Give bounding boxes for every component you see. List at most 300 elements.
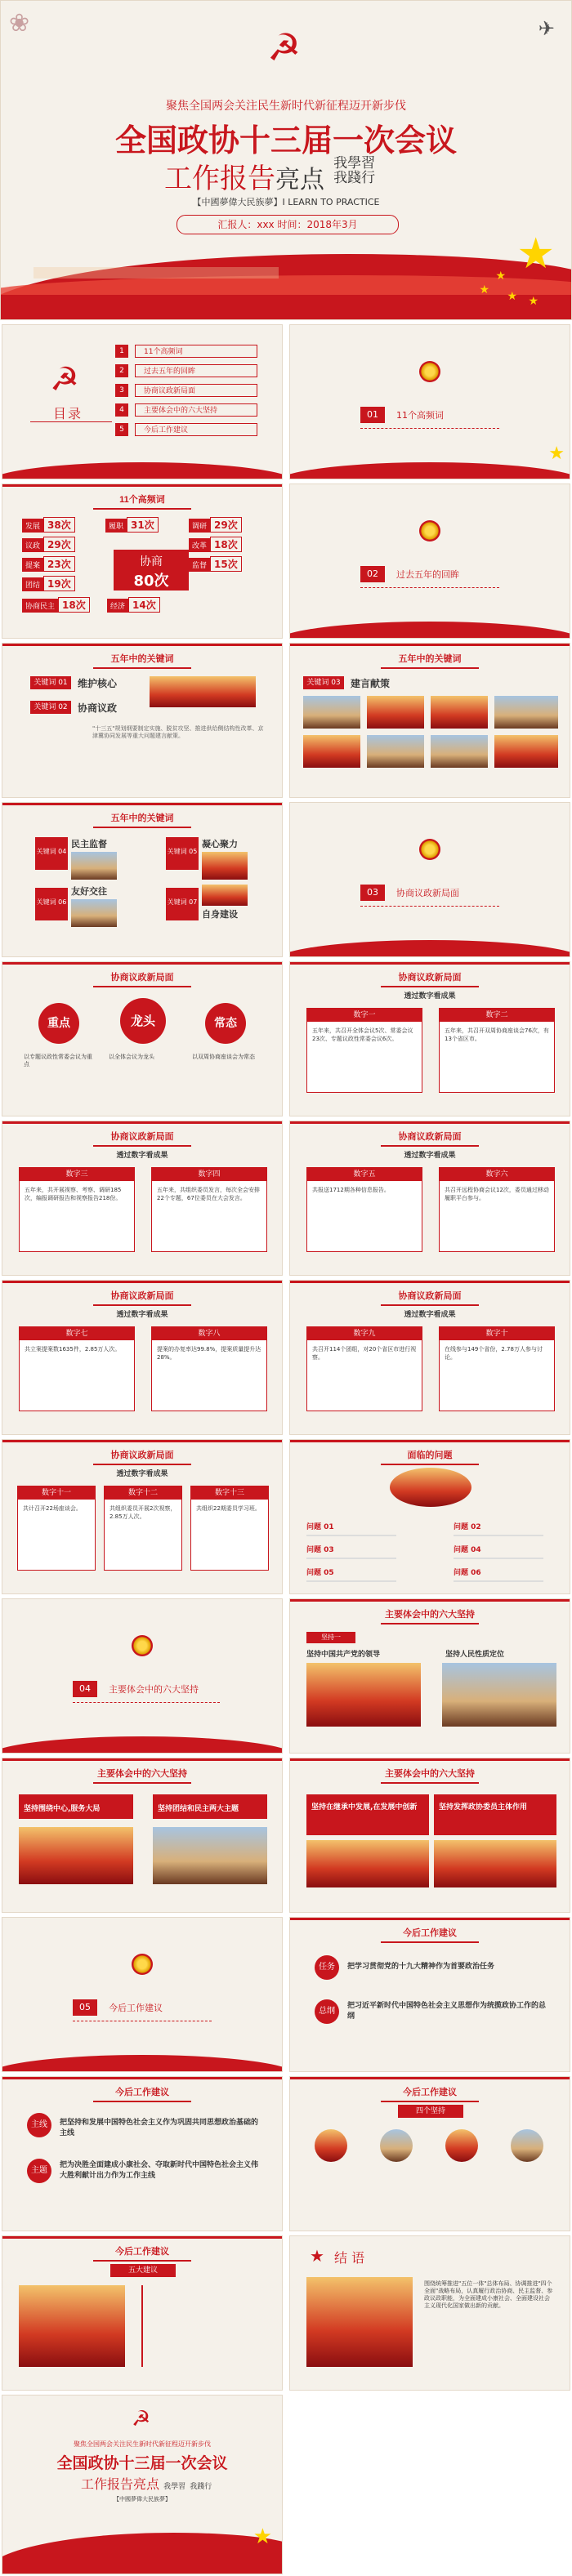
word-cell <box>107 597 185 612</box>
word-key: 调研 <box>189 519 210 533</box>
center-word-value: 80次 <box>133 573 169 590</box>
problem-item <box>306 1562 408 1579</box>
word-value: 23次 <box>43 556 75 572</box>
part-text: 今后工作建议 <box>109 2003 163 2013</box>
divider <box>360 906 499 907</box>
number-card-body: 五年来，共开展视察、考察、调研185次，编报调研报告和视察报告218份。 <box>25 1187 122 1201</box>
photo <box>150 676 256 707</box>
star-icon: ★ <box>479 283 489 296</box>
six1-slide <box>289 1598 570 1754</box>
last-slogan-2: 我踐行 <box>190 2483 212 2491</box>
word-value: 29次 <box>210 517 242 533</box>
top-bar <box>290 1599 570 1602</box>
problem-line <box>306 1558 396 1559</box>
slide-subtitle: 透过数字看成果 <box>116 1152 168 1160</box>
number-card <box>151 1326 267 1411</box>
top-bar <box>290 1121 570 1124</box>
tip-key: 任务 <box>319 1963 335 1972</box>
keyword-card <box>35 888 68 920</box>
keyword-text: 民主监督 <box>71 839 107 849</box>
number-card <box>439 1326 555 1411</box>
photo <box>434 1840 556 1887</box>
problem-line <box>306 1535 396 1536</box>
toc-item-number: 1 <box>115 345 128 358</box>
photo <box>306 1840 429 1887</box>
report-label-a: 工作报告 <box>164 163 275 195</box>
hammer-sickle-icon: ☭ <box>267 25 302 69</box>
star-icon: ★ <box>252 2525 272 2549</box>
word-value: 29次 <box>43 537 75 552</box>
number-card-title: 数字三 <box>20 1168 134 1181</box>
report-line <box>164 156 426 194</box>
word-cell <box>22 597 101 612</box>
keyword-card <box>166 837 199 870</box>
divider <box>73 1702 220 1703</box>
problem-label: 问题 04 <box>454 1546 481 1554</box>
number-card-body: 共立案提案数1635件，2.85万人次。 <box>25 1346 121 1353</box>
word-key: 经济 <box>107 599 128 613</box>
closing-title: 结 语 <box>334 2250 365 2266</box>
word-key: 发展 <box>22 519 43 533</box>
divider <box>30 421 112 422</box>
emblem-icon <box>419 361 440 382</box>
xs7-slide <box>2 1439 283 1594</box>
top-bar <box>2 1758 282 1761</box>
toc-item[interactable] <box>115 364 279 379</box>
top-bar <box>290 1758 570 1761</box>
word-key: 团结 <box>22 577 43 591</box>
number-card-body: 共召开远程协商会议12次，委员通过移动履职平台参与。 <box>445 1187 549 1201</box>
part-number: 02 <box>360 566 385 582</box>
cover-reporter: 汇报人：xxx 时间：2018年3月 <box>177 215 399 234</box>
photo <box>202 852 248 880</box>
word-cell <box>22 517 101 532</box>
top-bar <box>2 803 282 805</box>
toc-item[interactable] <box>115 384 279 399</box>
number-card <box>306 1008 422 1093</box>
toc-slide <box>2 324 283 479</box>
tip-text: 把坚持和发展中国特色社会主义作为巩固共同思想政治基础的主线 <box>60 2119 259 2137</box>
slide-title: 今后工作建议 <box>2 2085 282 2102</box>
photo <box>511 2129 543 2162</box>
number-card <box>439 1167 555 1252</box>
tip-text: 把学习贯彻党的十九大精神作为首要政治任务 <box>347 1963 495 1971</box>
closing-body: 围绕统筹推进"五位一体"总体布局、协调推进"四个全面"战略布局，认真履行政治协商、民主监督、参政议政职能，为全面建成小康社会、全面建设社会主义现代化国家做出新的贡献。 <box>424 2280 553 2309</box>
tag-label: 坚持一 <box>306 1632 355 1643</box>
keyword-text: 协商议政 <box>78 702 118 714</box>
photo <box>303 696 360 729</box>
number-card <box>439 1008 555 1093</box>
star-icon: ★ <box>507 290 517 303</box>
keyword-card <box>35 837 68 870</box>
word-key: 议政 <box>22 538 43 552</box>
item-text: 坚持在继承中发展,在发展中创新 <box>311 1803 418 1812</box>
last-slide <box>2 2395 283 2574</box>
keyword-text: 自身建设 <box>202 909 238 920</box>
number-card <box>19 1167 135 1252</box>
tips2-slide <box>2 2076 283 2231</box>
photo <box>71 899 117 927</box>
photo <box>202 885 248 906</box>
keyword-text: 建言献策 <box>351 678 391 689</box>
photo <box>494 696 558 729</box>
number-card-title: 数字八 <box>152 1327 266 1340</box>
xs3-slide <box>2 1121 283 1276</box>
number-card-body: 五年来，共召开全体会议5次、常委会议23次、专题议政性常委会议6次。 <box>312 1027 413 1042</box>
cover-slide <box>0 0 572 320</box>
keyword-text: 友好交往 <box>71 886 107 897</box>
slide-title: 五年中的关键词 <box>290 652 570 669</box>
keyword-label: 关键词 05 <box>167 848 198 855</box>
slide-title: 五年中的关键词 <box>2 652 282 669</box>
center-word-key: 协商 <box>140 555 163 568</box>
circle-badge <box>38 1003 79 1044</box>
toc-item-label: 今后工作建议 <box>135 423 257 436</box>
word-cell <box>105 517 184 532</box>
photo <box>390 1468 471 1507</box>
item-bar <box>306 1794 429 1835</box>
ribbon-wave <box>2 462 283 479</box>
ribbon-wave <box>289 940 570 957</box>
keyword-text: 维护核心 <box>78 678 118 689</box>
photo <box>315 2129 347 2162</box>
problem-line <box>454 1558 543 1559</box>
slogan-1: 我學習 <box>333 155 376 172</box>
slide-subtitle: 透过数字看成果 <box>404 992 456 1001</box>
word-value: 31次 <box>127 517 159 533</box>
emblem-icon <box>132 1954 153 1975</box>
tip-text: 把习近平新时代中国特色社会主义思想作为统揽政协工作的总纲 <box>347 2002 547 2021</box>
word-cell <box>189 556 267 571</box>
ribbon-wave <box>2 2533 283 2574</box>
word-value: 18次 <box>58 597 90 613</box>
top-bar <box>2 1281 282 1283</box>
problem-line <box>454 1535 543 1536</box>
hammer-sickle-icon: ☭ <box>50 361 79 399</box>
word-key: 监督 <box>189 558 210 572</box>
slide-subtitle: 透过数字看成果 <box>404 1311 456 1319</box>
top-bar <box>290 1281 570 1283</box>
blossom-icon: ❀ <box>9 9 30 38</box>
number-card <box>306 1167 422 1252</box>
xs1-slide <box>2 961 283 1116</box>
keyword-label: 关键词 01 <box>30 676 71 689</box>
words-slide <box>2 484 283 639</box>
six2-slide <box>2 1758 283 1913</box>
number-card <box>104 1486 182 1571</box>
item-text: 坚持人民性质定位 <box>445 1651 505 1659</box>
tips1-slide <box>289 1917 570 2072</box>
toc-item[interactable] <box>115 403 279 418</box>
ribbon-wave <box>2 2055 283 2072</box>
part2-slide <box>289 484 570 639</box>
problem-line <box>454 1580 543 1582</box>
word-value: 19次 <box>43 576 75 591</box>
slide-title: 协商议政新局面 <box>2 970 282 987</box>
slide-title: 主要体会中的六大坚持 <box>290 1767 570 1784</box>
star-icon: ★ <box>495 270 506 283</box>
toc-item-number: 2 <box>115 364 128 377</box>
number-card-body: 共组织22期委员学习班。 <box>196 1505 261 1512</box>
item-text: 坚持团结和民主两大主题 <box>158 1805 239 1813</box>
part-number: 01 <box>360 407 385 423</box>
last-report-line <box>81 2474 212 2493</box>
last-report: 工作报告亮点 <box>81 2476 160 2492</box>
top-bar <box>2 2077 282 2079</box>
keyword-body: "十三五"规划纲要制定实施、脱贫攻坚、推进供给侧结构性改革、京津冀协同发展等重大问题建言献策。 <box>92 725 264 739</box>
part5-slide <box>2 1917 283 2072</box>
word-key: 协商民主 <box>22 599 58 613</box>
slide-title: 今后工作建议 <box>290 1926 570 1943</box>
number-card-title: 数字九 <box>307 1327 422 1340</box>
part-text: 过去五年的回眸 <box>396 569 459 580</box>
slide-subtitle: 透过数字看成果 <box>404 1152 456 1160</box>
last-slogan-1: 我學習 <box>163 2483 186 2491</box>
emblem-icon <box>419 839 440 860</box>
circle-label: 龙头 <box>130 1014 155 1028</box>
top-bar <box>290 962 570 965</box>
problem-label: 问题 03 <box>306 1546 334 1554</box>
slide-subtitle: 透过数字看成果 <box>116 1470 168 1478</box>
slide-title: 协商议政新局面 <box>2 1448 282 1465</box>
report-label-b: 亮点 <box>275 166 324 194</box>
top-bar <box>290 2077 570 2079</box>
tip-key: 主题 <box>31 2166 47 2175</box>
cover-title: 全国政协十三届一次会议 <box>114 124 457 158</box>
word-key: 改革 <box>189 538 210 552</box>
crane-icon: ✈ <box>538 17 555 40</box>
slide-title: 协商议政新局面 <box>2 1289 282 1306</box>
keyword-label: 关键词 03 <box>303 676 344 689</box>
word-value: 15次 <box>210 556 242 572</box>
photo <box>19 2285 125 2367</box>
circle-note: 以双周协商座谈会为常态 <box>192 1054 255 1060</box>
toc-item-number: 5 <box>115 423 128 436</box>
number-card-body: 在线参与149个省份，2.78万人参与讨论。 <box>445 1346 543 1361</box>
photo <box>303 735 360 768</box>
number-card <box>151 1167 267 1252</box>
divider <box>360 587 499 588</box>
photo <box>306 1663 421 1727</box>
toc-item[interactable] <box>115 345 279 359</box>
problem-label: 问题 02 <box>454 1523 481 1531</box>
slide-subtitle: 透过数字看成果 <box>116 1311 168 1319</box>
cover-subtitle: 聚焦全国两会关注民生新时代新征程迈开新步伐 <box>166 100 406 113</box>
top-bar <box>2 2236 282 2239</box>
number-card-body: 五年来，共组织委员发言，每次全会安排22个专题，67位委员在大会发言。 <box>157 1187 260 1201</box>
keyword-label: 关键词 06 <box>36 898 67 906</box>
subtitle-tag: 四个坚持 <box>398 2105 463 2118</box>
closing-slide <box>289 2235 570 2391</box>
part-text: 主要体会中的六大坚持 <box>109 1684 199 1695</box>
ribbon-wave <box>2 1736 283 1754</box>
cover-tagline: 【中國夢偉大民族夢】I LEARN TO PRACTICE <box>192 197 380 207</box>
photo <box>71 852 117 880</box>
part-text: 协商议政新局面 <box>396 888 459 898</box>
item-bar <box>153 1794 267 1819</box>
ribbon-wave <box>289 462 570 479</box>
number-card-title: 数字十一 <box>18 1486 95 1500</box>
tips3-slide <box>289 2076 570 2231</box>
problem-item <box>306 1517 408 1533</box>
item-text: 坚持发挥政协委员主体作用 <box>439 1803 528 1812</box>
number-card-title: 数字十二 <box>105 1486 181 1500</box>
word-cell <box>22 537 101 551</box>
star-icon: ★ <box>516 230 555 279</box>
number-card <box>17 1486 96 1571</box>
word-cell <box>189 537 267 551</box>
word-key: 履职 <box>105 519 127 533</box>
last-subtitle: 聚焦全国两会关注民生新时代新征程迈开新步伐 <box>74 2440 211 2448</box>
item-bar <box>434 1794 556 1835</box>
xs5-slide <box>2 1280 283 1435</box>
keyword-text: 凝心聚力 <box>202 839 238 849</box>
toc-item[interactable] <box>115 423 279 438</box>
slide-title: 主要体会中的六大坚持 <box>290 1607 570 1624</box>
item-text: 坚持围绕中心,服务大局 <box>24 1805 101 1813</box>
keyword-label: 关键词 04 <box>36 848 67 855</box>
number-card-body: 共计召开22场座谈会。 <box>23 1505 82 1512</box>
number-card-title: 数字十三 <box>191 1486 268 1500</box>
problem-item <box>454 1562 555 1579</box>
divider <box>360 428 499 429</box>
toc-item-label: 过去五年的回眸 <box>135 364 257 377</box>
photo <box>19 1827 133 1884</box>
keywords-3-slide <box>2 802 283 957</box>
slide-title: 主要体会中的六大坚持 <box>2 1767 282 1784</box>
word-value: 18次 <box>210 537 242 552</box>
problem-item <box>306 1540 408 1556</box>
number-card-title: 数字七 <box>20 1327 134 1340</box>
top-bar <box>2 962 282 965</box>
xs2-slide <box>289 961 570 1116</box>
hammer-sickle-icon: ☭ <box>132 2407 151 2431</box>
photo <box>153 1827 267 1884</box>
photo <box>442 1663 556 1727</box>
keywords-1-slide <box>2 643 283 798</box>
word-value: 38次 <box>43 517 75 533</box>
keywords-2-slide <box>289 643 570 798</box>
number-card-body: 共报送1712期各种信息报告。 <box>312 1187 390 1193</box>
star-icon: ★ <box>548 443 565 464</box>
circle-note: 以全体会议为龙头 <box>109 1054 154 1060</box>
emblem-icon <box>132 1635 153 1656</box>
problem-label: 问题 06 <box>454 1569 481 1577</box>
photo <box>367 696 424 729</box>
slogan-2: 我踐行 <box>333 170 376 186</box>
toc-item-label: 主要体会中的六大坚持 <box>135 403 257 417</box>
number-card-body: 五年来，共召开双周协商座谈会76次，有13个省区市。 <box>445 1027 549 1042</box>
xs6-slide <box>289 1280 570 1435</box>
number-card-body: 共召开114个团组，对20个省区市进行视察。 <box>312 1346 417 1361</box>
photo <box>380 2129 413 2162</box>
number-card-title: 数字四 <box>152 1168 266 1181</box>
part-number: 04 <box>73 1681 97 1697</box>
list-lines <box>141 2285 264 2367</box>
slide-title: 11个高频词 <box>2 492 282 510</box>
last-title: 全国政协十三届一次会议 <box>56 2454 228 2472</box>
problem-line <box>306 1580 396 1582</box>
number-card <box>190 1486 269 1571</box>
photo <box>306 2277 413 2367</box>
top-bar <box>290 644 570 646</box>
toc-item-number: 3 <box>115 384 128 397</box>
part1-slide <box>289 324 570 479</box>
circle-note: 以专题议政性常委会议为重点 <box>24 1054 92 1067</box>
great-wall-silhouette <box>34 267 279 279</box>
circle-badge <box>205 1003 246 1044</box>
toc-label: 目录 <box>53 406 83 421</box>
top-bar <box>290 1440 570 1442</box>
word-cell <box>189 517 267 532</box>
photo <box>431 735 488 768</box>
keyword-label: 关键词 02 <box>30 701 71 714</box>
ribbon-wave <box>289 622 570 639</box>
top-bar <box>2 1121 282 1124</box>
slide-title: 今后工作建议 <box>2 2244 282 2262</box>
circle-badge <box>120 998 166 1044</box>
problems-slide <box>289 1439 570 1594</box>
xs4-slide <box>289 1121 570 1276</box>
word-key: 提案 <box>22 558 43 572</box>
slide-title: 协商议政新局面 <box>2 1130 282 1147</box>
part-number: 05 <box>73 1999 97 2016</box>
tip-badge <box>315 1955 339 1980</box>
photo <box>431 696 488 729</box>
number-card-title: 数字六 <box>440 1168 554 1181</box>
slide-title: 协商议政新局面 <box>290 970 570 987</box>
toc-item-label: 11个高频词 <box>135 345 257 358</box>
tips4-slide <box>2 2235 283 2391</box>
top-bar <box>290 1918 570 1920</box>
word-cell <box>22 556 101 571</box>
center-word <box>114 550 189 591</box>
last-tagline: 【中國夢偉大民族夢】 <box>114 2496 171 2502</box>
circle-label: 重点 <box>47 1017 70 1030</box>
word-cell <box>22 576 101 591</box>
top-bar <box>2 644 282 646</box>
part4-slide <box>2 1598 283 1754</box>
number-card-title: 数字五 <box>307 1168 422 1181</box>
star-icon: ★ <box>310 2246 324 2266</box>
circle-label: 常态 <box>214 1017 237 1030</box>
tip-text: 把为决胜全面建成小康社会、夺取新时代中国特色社会主义伟大胜利献计出力作为工作主线 <box>60 2161 259 2180</box>
photo <box>445 2129 478 2162</box>
part-number: 03 <box>360 885 385 901</box>
slide-title: 面临的问题 <box>290 1448 570 1465</box>
slide-title: 协商议政新局面 <box>290 1130 570 1147</box>
number-card-title: 数字一 <box>307 1009 422 1022</box>
tip-key: 主线 <box>31 2120 47 2129</box>
slide-title: 协商议政新局面 <box>290 1289 570 1306</box>
number-card <box>19 1326 135 1411</box>
keyword-label: 关键词 07 <box>167 898 198 906</box>
number-card-title: 数字二 <box>440 1009 554 1022</box>
photo <box>367 735 424 768</box>
number-card-body: 共组织委员开展2次视察，2.85万人次。 <box>109 1505 177 1520</box>
toc-item-number: 4 <box>115 403 128 417</box>
part3-slide <box>289 802 570 957</box>
tip-badge <box>315 1999 339 2024</box>
slide-title: 五年中的关键词 <box>2 811 282 828</box>
part-text: 11个高频词 <box>396 410 444 421</box>
problem-label: 问题 01 <box>306 1523 334 1531</box>
subtitle-tag: 五大建议 <box>110 2264 176 2277</box>
emblem-icon <box>419 520 440 541</box>
number-card <box>306 1326 422 1411</box>
problem-item <box>454 1540 555 1556</box>
photo <box>494 735 558 768</box>
